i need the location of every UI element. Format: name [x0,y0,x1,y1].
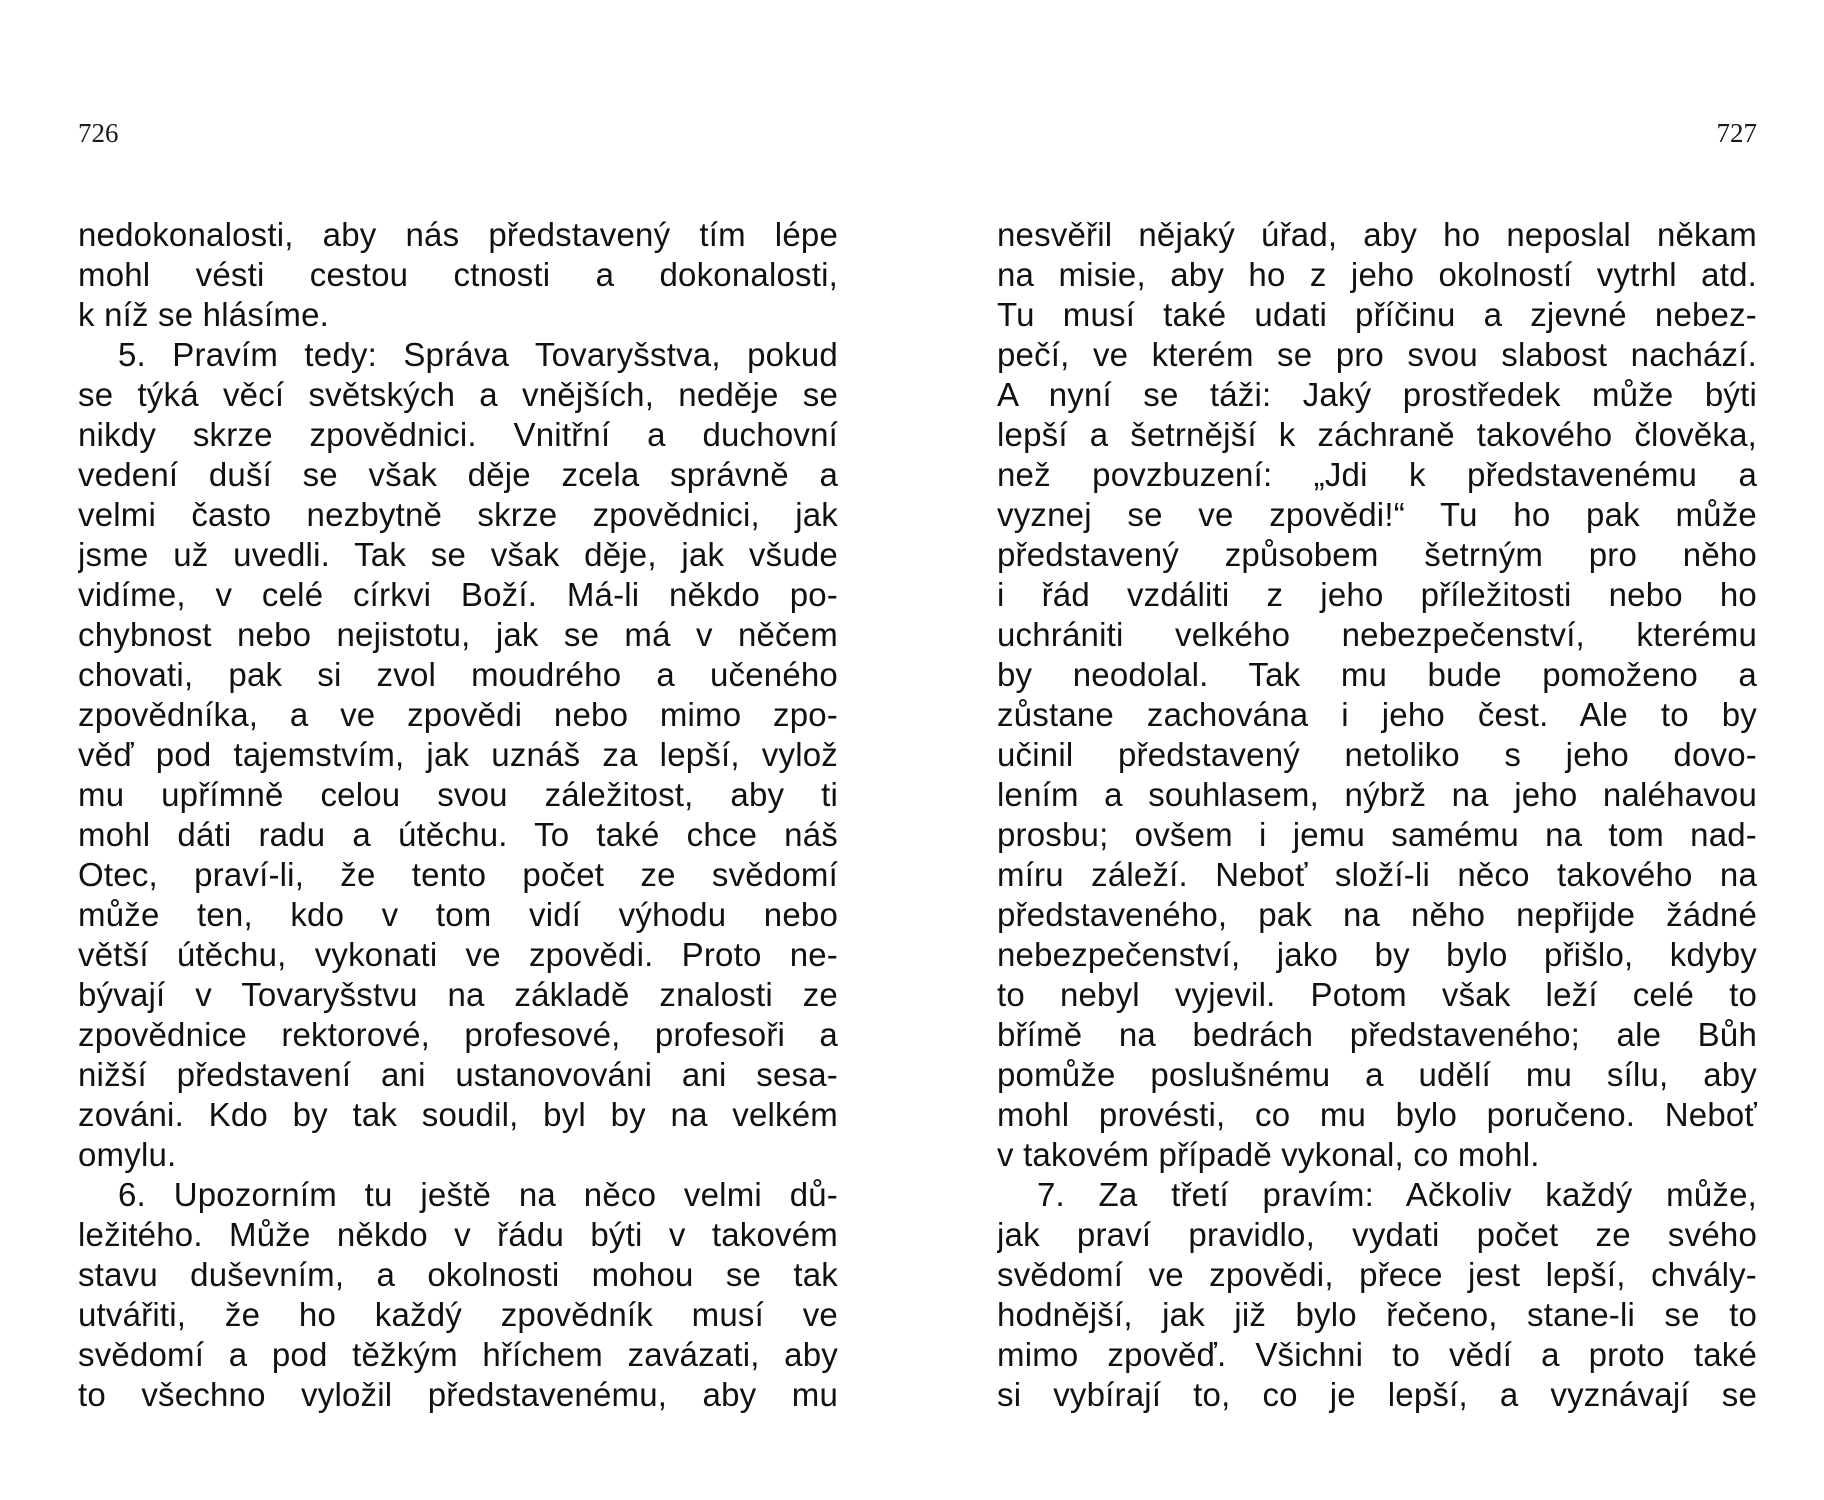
text-line: nebezpečenství, jako by bylo přišlo, kdyby [997,936,1757,973]
left-page-text [78,215,838,1415]
text-line: i řád vzdáliti z jeho příležitosti nebo ho [997,576,1757,613]
text-line: lepší a šetrnější k záchraně takového člověka, [997,416,1757,453]
text-line: se týká věcí světských a vnějších, neděje se [78,376,838,413]
text-line: 5. Pravím tedy: Správa Tovaryšstva, pokud [118,336,838,373]
text-line: zováni. Kdo by tak soudil, byl by na velkém [78,1096,838,1133]
text-line: vedení duší se však děje zcela správně a [78,456,838,493]
text-line: utvářiti, že ho každý zpovědník musí ve [78,1296,838,1333]
text-line: ležitého. Může někdo v řádu býti v takovém [78,1216,838,1253]
text-line: svědomí ve zpovědi, přece jest lepší, chvály- [997,1256,1757,1293]
text-line: větší útěchu, vykonati ve zpovědi. Proto ne- [78,936,838,973]
text-line: Tu musí také udati příčinu a zjevné nebez- [997,296,1757,333]
text-line: to nebyl vyjevil. Potom však leží celé to [997,976,1757,1013]
text-line: představený způsobem šetrným pro něho [997,536,1757,573]
text-line: prosbu; ovšem i jemu samému na tom nad- [997,816,1757,853]
text-line: pečí, ve kterém se pro svou slabost nachází. [997,336,1757,373]
text-line: vyznej se ve zpovědi!“ Tu ho pak může [997,496,1757,533]
text-line: míru záleží. Neboť složí-li něco takového na [997,856,1757,893]
text-line: mu upřímně celou svou záležitost, aby ti [78,776,838,813]
text-line: mohl provésti, co mu bylo poručeno. Neboť [997,1096,1757,1133]
text-line: břímě na bedrách představeného; ale Bůh [997,1016,1757,1053]
text-line: nedokonalosti, aby nás představený tím lépe [78,216,838,253]
text-line: svědomí a pod těžkým hříchem zavázati, aby [78,1336,838,1373]
text-line: zpovědnice rektorové, profesové, profesoři a [78,1016,838,1053]
text-line: k níž se hlásíme. [78,296,329,333]
text-line: chybnost nebo nejistotu, jak se má v něčem [78,616,838,653]
text-line: si vybírají to, co je lepší, a vyznávají se [997,1376,1757,1413]
text-line: velmi často nezbytně skrze zpovědnici, jak [78,496,838,533]
text-line: A nyní se táži: Jaký prostředek může býti [997,376,1757,413]
text-line: jak praví pravidlo, vydati počet ze svého [997,1216,1757,1253]
left-page-number: 726 [78,118,119,148]
text-line: mohl vésti cestou ctnosti a dokonalosti, [78,256,838,293]
text-line: na misie, aby ho z jeho okolností vytrhl atd. [997,256,1757,293]
text-line: 7. Za třetí pravím: Ačkoliv každý může, [1037,1176,1757,1213]
text-line: zůstane zachována i jeho čest. Ale to by [997,696,1757,733]
text-line: zpovědníka, a ve zpovědi nebo mimo zpo- [78,696,838,733]
text-line: stavu duševním, a okolnosti mohou se tak [78,1256,838,1293]
text-line: Otec, praví-li, že tento počet ze svědomí [78,856,838,893]
text-line: nikdy skrze zpovědnici. Vnitřní a duchovní [78,416,838,453]
text-line: v takovém případě vykonal, co mohl. [997,1136,1540,1173]
left-page [78,0,838,1500]
text-line: lením a souhlasem, nýbrž na jeho naléhavou [997,776,1757,813]
text-line: nižší představení ani ustanovováni ani sesa- [78,1056,838,1093]
text-line: to všechno vyložil představenému, aby mu [78,1376,838,1413]
text-line: představeného, pak na něho nepřijde žádné [997,896,1757,933]
text-line: jsme už uvedli. Tak se však děje, jak všude [78,536,838,573]
text-line: omylu. [78,1136,177,1173]
right-page [997,0,1757,1500]
right-page-text [997,215,1757,1415]
right-page-number: 727 [1716,118,1757,148]
text-line: pomůže poslušnému a udělí mu sílu, aby [997,1056,1757,1093]
text-line: by neodolal. Tak mu bude pomoženo a [997,656,1757,693]
text-line: mimo zpověď. Všichni to vědí a proto také [997,1336,1757,1373]
text-line: než povzbuzení: „Jdi k představenému a [997,456,1757,493]
text-line: může ten, kdo v tom vidí výhodu nebo [78,896,838,933]
text-line: učinil představený netoliko s jeho dovo- [997,736,1757,773]
text-line: chovati, pak si zvol moudrého a učeného [78,656,838,693]
text-line: vidíme, v celé církvi Boží. Má-li někdo po- [78,576,838,613]
text-line: nesvěřil nějaký úřad, aby ho neposlal někam [997,216,1757,253]
text-line: 6. Upozorním tu ještě na něco velmi dů- [118,1176,838,1213]
text-line: věď pod tajemstvím, jak uznáš za lepší, vylož [78,736,838,773]
text-line: hodnější, jak již bylo řečeno, stane-li se to [997,1296,1757,1333]
text-line: mohl dáti radu a útěchu. To také chce náš [78,816,838,853]
text-line: bývají v Tovaryšstvu na základě znalosti ze [78,976,838,1013]
text-line: uchrániti velkého nebezpečenství, kterému [997,616,1757,653]
